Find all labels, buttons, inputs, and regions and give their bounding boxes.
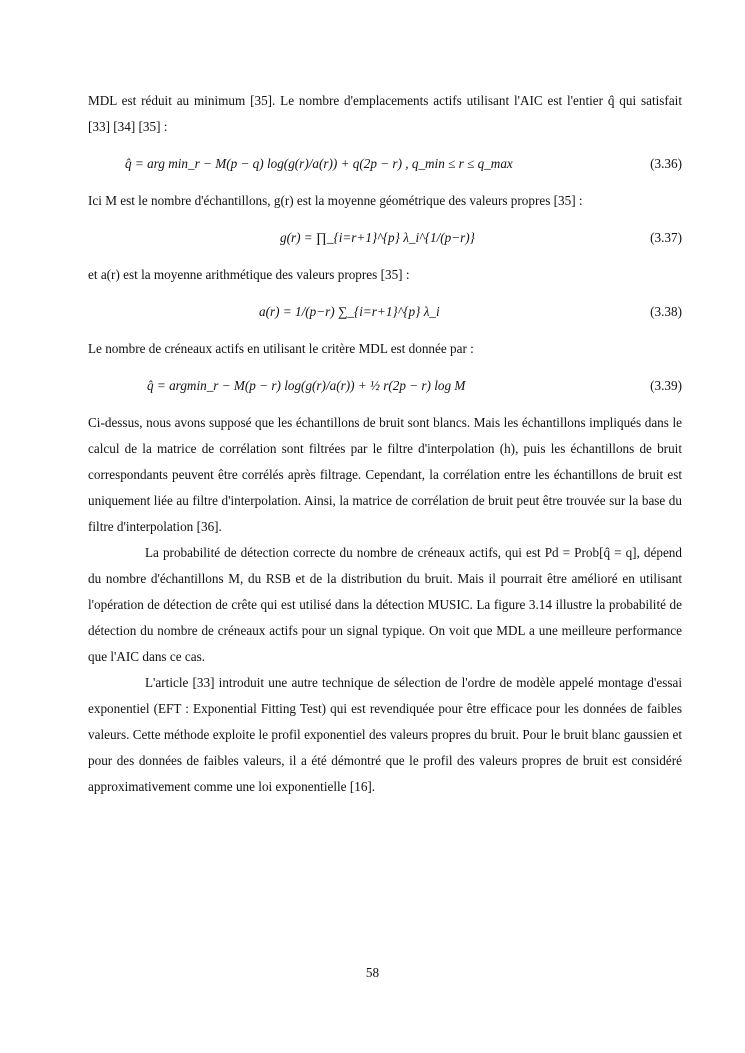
paragraph-6: La probabilité de détection correcte du nombre de créneaux actifs, qui est Pd = Prob[q̂ = q], dépend du nombre d'échantillons M, du RSB et de la distribution du bruit. Mais il pourrait être amélioré en utilisant l'opération de détection de crête qui est utilisé dans la détection MUSIC. La figure 3.14 illustre la probabilité de détection du nombre de créneaux actifs pour un signal typique. On voit que MDL a une meilleure performance que l'AIC dans ce cas. bbox=[88, 545, 682, 664]
paragraph-3: et a(r) est la moyenne arithmétique des valeurs propres [35] : bbox=[88, 267, 410, 282]
equation-3-37-body: g(r) = ∏_{i=r+1}^{p} λ_i^{1/(p−r)} bbox=[280, 230, 475, 245]
paragraph-4: Le nombre de créneaux actifs en utilisant le critère MDL est donnée par : bbox=[88, 341, 474, 356]
paragraph-5: Ci-dessus, nous avons supposé que les échantillons de bruit sont blancs. Mais les échantillons impliqués dans le calcul de la matrice de corrélation sont filtrées par le filtre d'interpolation (h), puis les échantillons de bruit correspondants peuvent être corrélés après filtrage. Cependant, la corrélation entre les échantillons de bruit est uniquement liée au filtre d'interpolation. Ainsi, la matrice de corrélation de bruit peut être trouvée sur la base du filtre d'interpolation [36]. bbox=[88, 415, 682, 534]
equation-3-39 bbox=[88, 368, 682, 404]
page-content bbox=[88, 88, 682, 800]
equation-3-39-body: q̂ = argmin_r − M(p − r) log(g(r)/a(r)) + ½ r(2p − r) log M bbox=[147, 378, 466, 393]
paragraph-2: Ici M est le nombre d'échantillons, g(r) est la moyenne géométrique des valeurs propres [35] : bbox=[88, 193, 583, 208]
equation-number: (3.38) bbox=[650, 304, 682, 319]
equation-number: (3.37) bbox=[650, 230, 682, 245]
equation-number: (3.36) bbox=[650, 156, 682, 171]
paragraph-1: MDL est réduit au minimum [35]. Le nombre d'emplacements actifs utilisant l'AIC est l'entier q̂ qui satisfait [33] [34] [35] : bbox=[88, 93, 682, 134]
equation-3-38 bbox=[88, 294, 682, 330]
equation-3-37 bbox=[88, 220, 682, 256]
equation-3-38-body: a(r) = 1/(p−r) ∑_{i=r+1}^{p} λ_i bbox=[259, 304, 440, 319]
page-number: 58 bbox=[365, 965, 380, 980]
equation-3-36 bbox=[88, 146, 682, 182]
equation-3-36-body: q̂ = arg min_r − M(p − q) log(g(r)/a(r)) + q(2p − r) , q_min ≤ r ≤ q_max bbox=[125, 156, 513, 171]
equation-number: (3.39) bbox=[650, 378, 682, 393]
paragraph-7: L'article [33] introduit une autre technique de sélection de l'ordre de modèle appelé montage d'essai exponentiel (EFT : Exponential Fitting Test) qui est revendiquée pour être efficace pour les données de faibles valeurs. Cette méthode exploite le profil exponentiel des valeurs propres du bruit. Pour le bruit blanc gaussien et pour des données de faibles valeurs, il a été démontré que le profil des valeurs propres de bruit est considéré approximativement comme une loi exponentielle [16]. bbox=[88, 675, 682, 794]
